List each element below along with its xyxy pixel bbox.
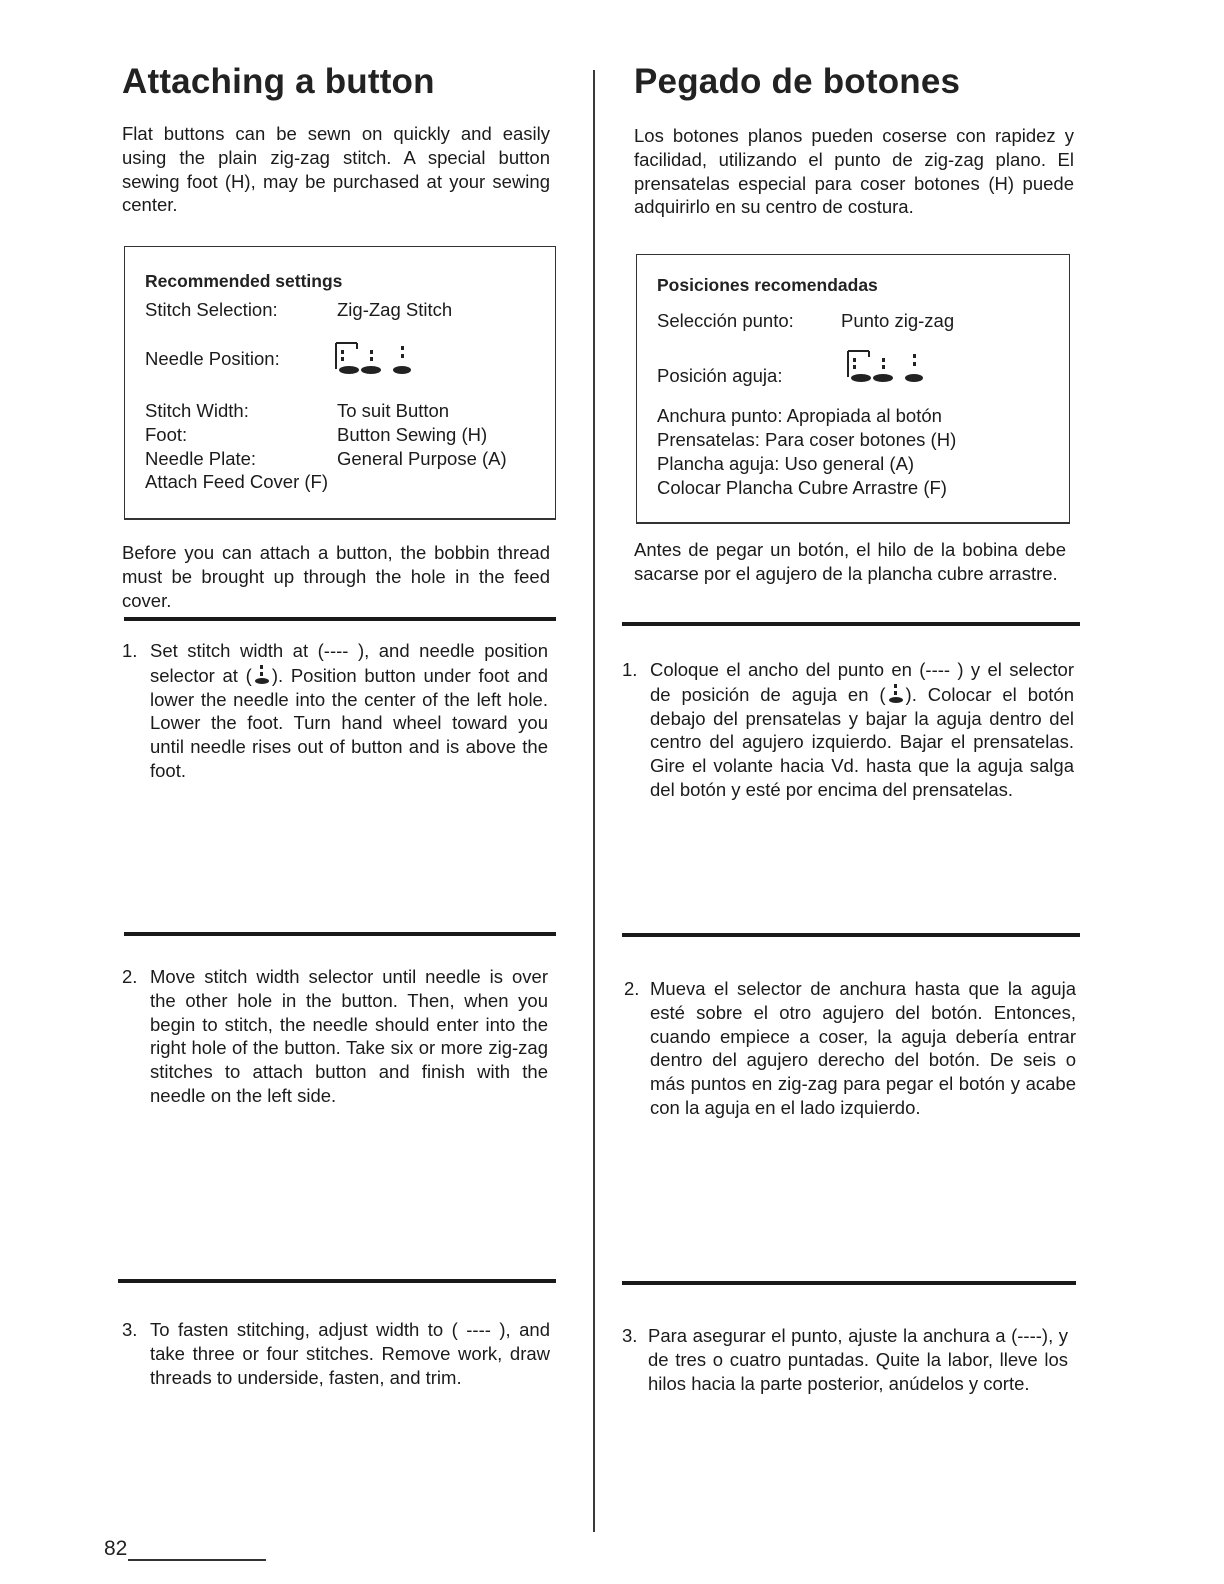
needle-left-icon <box>254 663 270 685</box>
section-divider <box>622 933 1080 937</box>
page-title-spanish: Pegado de botones <box>634 62 961 101</box>
foot-line: Prensatelas: Para coser botones (H) <box>657 429 957 450</box>
intro-paragraph: Flat buttons can be sewn on quickly and easily using the plain zig-zag stitch. A special button sewing foot (H), may be purchased at your sewing center. <box>122 123 550 216</box>
step-number: 3. <box>622 1325 638 1346</box>
step-number: 2. <box>624 978 640 999</box>
needle-plate-value: General Purpose (A) <box>337 448 507 469</box>
step-text: Mueva el selector de anchura hasta que la aguja esté sobre el otro agujero del botón. Entonces, cuando empiece a coser, la aguja debería entrar dentro del agujero derecho del botón. De seis o más puntos en zig-zag para pegar el botón y acabe con la aguja en el lado izquierdo. <box>650 978 1076 1118</box>
intro-paragraph: Los botones planos pueden coserse con rapidez y facilidad, utilizando el punto de zig-zag plano. El prensatelas especial para coser botones (H) puede adquirirlo en su centro de costura. <box>634 125 1074 218</box>
section-divider <box>124 932 556 936</box>
section-divider <box>622 622 1080 626</box>
step-number: 3. <box>122 1319 138 1340</box>
step-number: 1. <box>622 659 638 680</box>
recommended-settings-box <box>636 254 1070 524</box>
needle-plate-line: Plancha aguja: Uso general (A) <box>657 453 915 474</box>
foot-label: Foot: <box>145 424 188 445</box>
step-text: To fasten stitching, adjust width to ( ---- ), and take three or four stitches. Remove work, draw threads to underside, fasten, and trim. <box>150 1319 550 1388</box>
feed-cover-line: Attach Feed Cover (F) <box>145 471 329 492</box>
stitch-width-label: Stitch Width: <box>145 400 249 421</box>
needle-position-label: Posición aguja: <box>657 365 783 386</box>
feed-cover-line: Colocar Plancha Cubre Arrastre (F) <box>657 477 947 498</box>
recommended-settings-box <box>124 246 556 520</box>
stitch-selection-value: Zig-Zag Stitch <box>337 299 453 320</box>
needle-left-icon <box>888 682 904 704</box>
stitch-selection-value: Punto zig-zag <box>841 310 955 331</box>
needle-position-left-icon <box>331 339 419 377</box>
needle-plate-label: Needle Plate: <box>145 448 257 469</box>
stitch-selection-label: Stitch Selection: <box>145 299 278 320</box>
before-paragraph: Before you can attach a button, the bobbin thread must be brought up through the hole in the feed cover. <box>122 542 550 611</box>
stitch-width-value: To suit Button <box>337 400 450 421</box>
stitch-width-line: Anchura punto: Apropiada al botón <box>657 405 942 426</box>
step-text: Set stitch width at (---- ), and needle position selector at ( ). Position button under foot and lower the needle into the center of the left hole. Lower the foot. Turn hand wheel toward you until needle rises out of button and is above the foot. <box>150 640 548 781</box>
settings-heading: Recommended settings <box>145 271 343 291</box>
step-text: Coloque el ancho del punto en (---- ) y el selector de posición de aguja en ( ). Colocar el botón debajo del prensatelas y bajar la aguja dentro del centro del agujero izquierdo. Bajar el prensatelas. Gire el volante hacia Vd. hasta que la aguja salga del botón y esté por encima del prensatelas. <box>650 659 1074 800</box>
stitch-selection-label: Selección punto: <box>657 310 794 331</box>
step-number: 1. <box>122 640 138 661</box>
page-number: 82 <box>104 1537 128 1560</box>
needle-position-left-icon <box>843 347 931 385</box>
section-divider <box>124 617 556 621</box>
before-paragraph: Antes de pegar un botón, el hilo de la bobina debe sacarse por el agujero de la plancha cubre arrastre. <box>634 539 1066 584</box>
step-number: 2. <box>122 966 138 987</box>
needle-position-label: Needle Position: <box>145 348 280 369</box>
step-text: Move stitch width selector until needle is over the other hole in the button. Then, when you begin to stitch, the needle should enter into the right hole of the button. Take six or more zig-zag stitches to attach button and finish with the needle on the left side. <box>150 966 548 1106</box>
section-divider <box>622 1281 1076 1285</box>
foot-value: Button Sewing (H) <box>337 424 488 445</box>
settings-heading: Posiciones recomendadas <box>657 275 878 295</box>
step-text: Para asegurar el punto, ajuste la anchura a (----), y de tres o cuatro puntadas. Quite la labor, lleve los hilos hacia la parte posterior, anúdelos y corte. <box>648 1325 1068 1394</box>
column-divider <box>593 70 595 1532</box>
page-title: Attaching a button <box>122 62 435 101</box>
page-number-rule <box>128 1559 266 1561</box>
section-divider <box>118 1279 556 1283</box>
